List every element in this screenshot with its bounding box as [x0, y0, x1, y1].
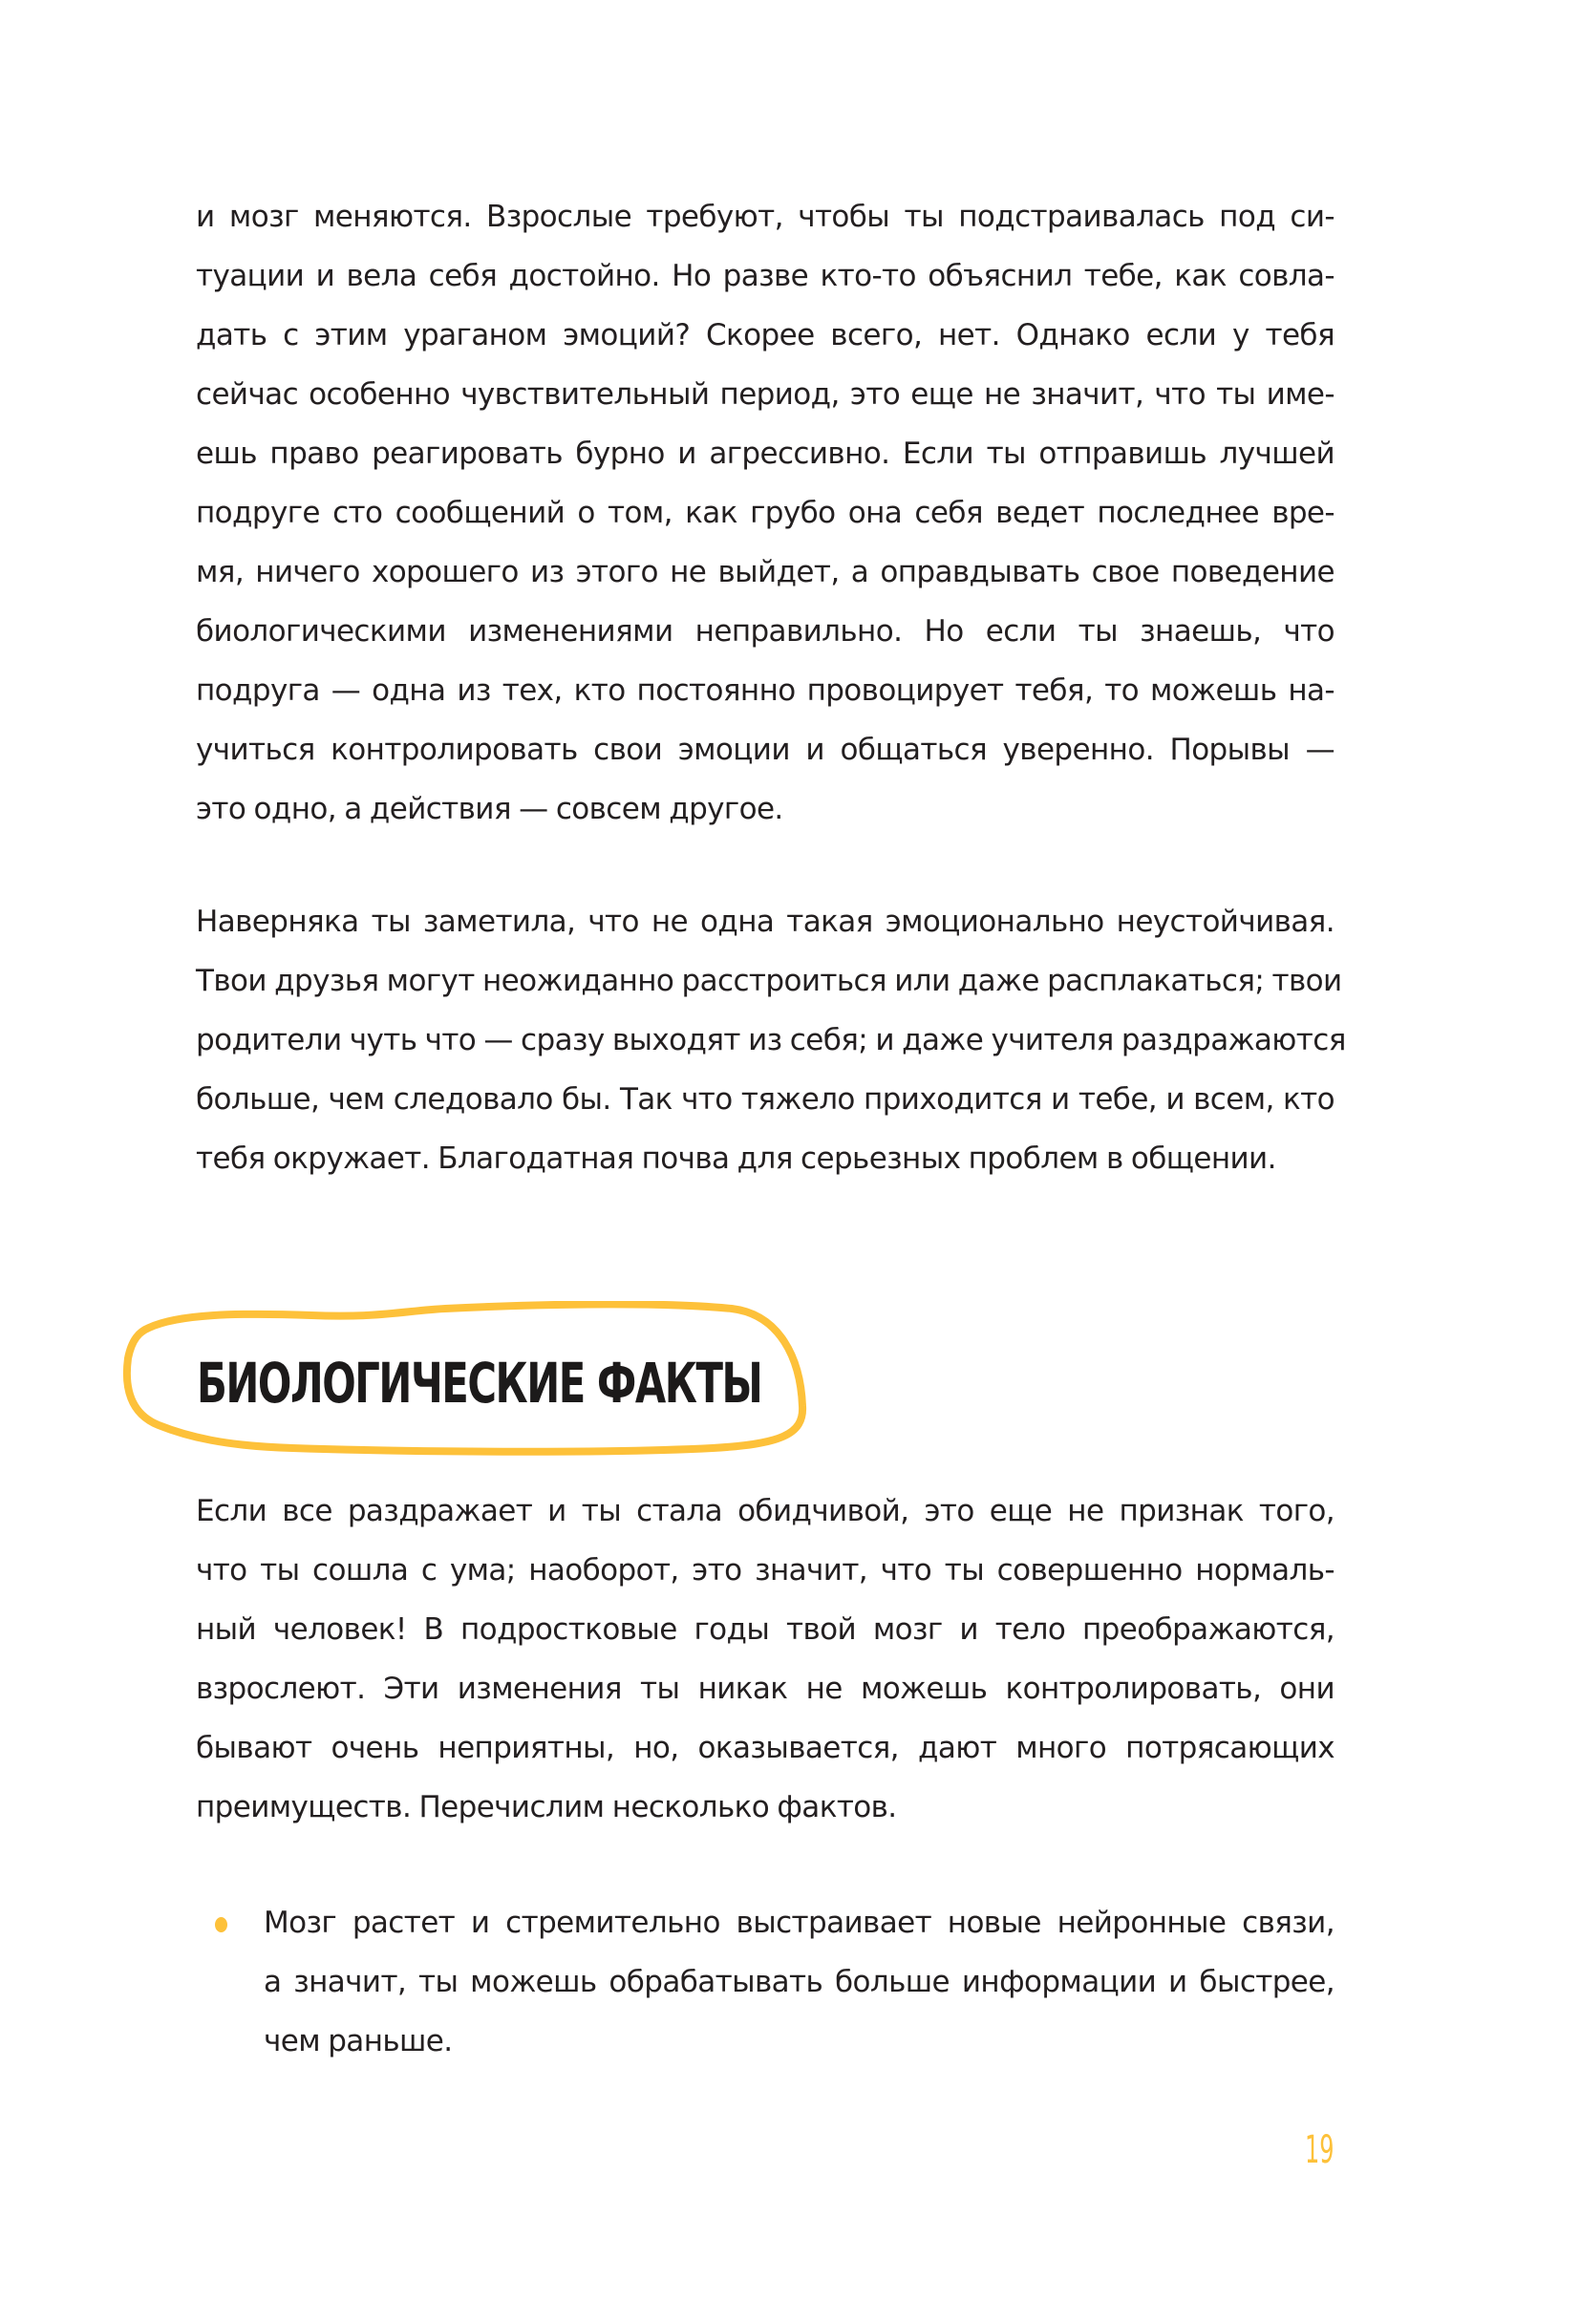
text-line: взрослеют. Эти изменения ты никак не можешь контролировать, они	[196, 1672, 1334, 1706]
text-line: подруга — одна из тех, кто постоянно провоцирует тебя, то можешь на-	[196, 673, 1334, 708]
text-line: биологическими изменениями неправильно. Но если ты знаешь, что	[196, 614, 1334, 649]
text-line: сейчас особенно чувствительный период, это еще не значит, что ты име-	[196, 377, 1334, 412]
text-line: и мозг меняются. Взрослые требуют, чтобы ты подстраивалась под си-	[196, 200, 1334, 234]
text-line: Наверняка ты заметила, что не одна такая эмоционально неустойчивая.	[196, 905, 1334, 939]
text-line: учиться контролировать свои эмоции и общаться уверенно. Порывы —	[196, 733, 1334, 767]
text-line: Мозг растет и стремительно выстраивает новые нейронные связи,	[264, 1906, 1334, 1940]
text-line: ешь право реагировать бурно и агрессивно. Если ты отправишь лучшей	[196, 437, 1334, 471]
paragraph-2	[196, 892, 1346, 1188]
paragraph-1	[196, 187, 1334, 839]
text-line: преимуществ. Перечислим несколько фактов.	[196, 1790, 897, 1824]
text-line: Твои друзья могут неожиданно расстроиться или даже расплакаться; твои	[196, 964, 1342, 998]
text-line: Если все раздражает и ты стала обидчивой, это еще не признак того,	[196, 1494, 1334, 1528]
paragraph-3	[196, 1482, 1334, 1837]
text-line: а значит, ты можешь обрабатывать больше информации и быстрее,	[264, 1965, 1334, 1999]
bullet-text	[264, 1893, 1334, 2071]
section-heading: БИОЛОГИЧЕСКИЕ ФАКТЫ	[197, 1351, 762, 1416]
text-line: чем раньше.	[264, 2024, 453, 2058]
text-line: бывают очень неприятны, но, оказывается, дают много потрясающих	[196, 1731, 1334, 1765]
text-line: туации и вела себя достойно. Но разве кто-то объяснил тебе, как совла-	[196, 259, 1334, 293]
text-line: подруге сто сообщений о том, как грубо она себя ведет последнее вре-	[196, 496, 1334, 530]
bullet-dot-icon	[215, 1917, 227, 1932]
text-line: родители чуть что — сразу выходят из себя; и даже учителя раздражаются	[196, 1023, 1346, 1057]
section-heading-box	[120, 1301, 808, 1463]
text-line: дать с этим ураганом эмоций? Скорее всего, нет. Однако если у тебя	[196, 318, 1334, 352]
text-line: это одно, а действия — совсем другое.	[196, 792, 783, 826]
text-line: больше, чем следовало бы. Так что тяжело приходится и тебе, и всем, кто	[196, 1082, 1334, 1117]
text-line: ный человек! В подростковые годы твой мозг и тело преображаются,	[196, 1612, 1334, 1647]
text-line: тебя окружает. Благодатная почва для серьезных проблем в общении.	[196, 1141, 1276, 1176]
text-line: что ты сошла с ума; наоборот, это значит, что ты совершенно нормаль-	[196, 1553, 1334, 1588]
page-number: 19	[1305, 2128, 1334, 2172]
text-line: мя, ничего хорошего из этого не выйдет, а оправдывать свое поведение	[196, 555, 1334, 589]
